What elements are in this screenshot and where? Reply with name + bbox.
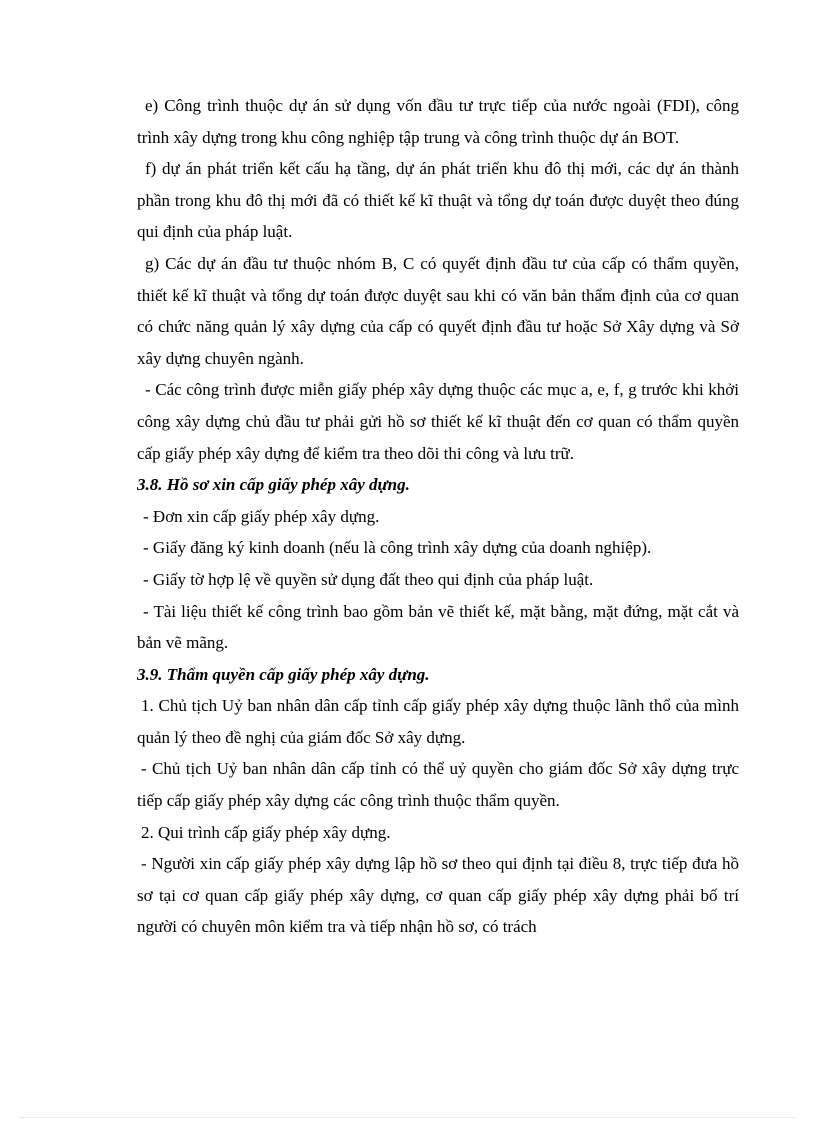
document-page [137, 90, 739, 943]
paragraph-procedure-heading: 2. Qui trình cấp giấy phép xây dựng. [141, 822, 391, 842]
paragraph-item-f: f) dự án phát triển kết cấu hạ tầng, dự án phát triển khu đô thị mới, các dự án thành phần trong khu đô thị mới đã có thiết kế kĩ thuật và tổng dự toán được duyệt theo đúng qui định của pháp luật. [137, 159, 739, 242]
paragraph-exemption-note: - Các công trình được miễn giấy phép xây dựng thuộc các mục a, e, f, g trước khi khởi công xây dựng chủ đầu tư phải gửi hồ sơ thiết kế kĩ thuật đến cơ quan có thẩm quyền cấp giấy phép xây dựng để kiểm tra theo dõi thi công và lưu trữ. [137, 380, 739, 463]
list-item-land-use-rights: - Giấy tờ hợp lệ về quyền sử dụng đất theo qui định của pháp luật. [143, 569, 594, 589]
list-item-application-form: - Đơn xin cấp giấy phép xây dựng. [143, 506, 380, 526]
list-item-design-documents: - Tài liệu thiết kế công trình bao gồm bản vẽ thiết kế, mặt bằng, mặt đứng, mặt cắt và bản vẽ mãng. [137, 601, 739, 653]
list-item-business-registration: - Giấy đăng ký kinh doanh (nếu là công trình xây dựng của doanh nghiệp). [143, 538, 652, 558]
section-heading-3-8: 3.8. Hồ sơ xin cấp giấy phép xây dựng. [137, 475, 410, 495]
paragraph-item-g: g) Các dự án đầu tư thuộc nhóm B, C có quyết định đầu tư của cấp có thẩm quyền, thiết kế kĩ thuật và tổng dự toán được duyệt sau khi có văn bản thẩm định của cơ quan có chức năng quản lý xây dựng của cấp có quyết định đầu tư hoặc Sở Xây dựng và Sở xây dựng chuyên ngành. [137, 253, 739, 368]
paragraph-item-e: e) Công trình thuộc dự án sử dụng vốn đầu tư trực tiếp của nước ngoài (FDI), công trình xây dựng trong khu công nghiệp tập trung và công trình thuộc dự án BOT. [137, 96, 739, 147]
page-bottom-divider [20, 1117, 796, 1118]
section-heading-3-9: 3.9. Thẩm quyền cấp giấy phép xây dựng. [137, 664, 430, 684]
paragraph-authority-delegation: - Chủ tịch Uỷ ban nhân dân cấp tỉnh có thể uỷ quyền cho giám đốc Sở xây dựng trực tiếp cấp giấy phép xây dựng các công trình thuộc thẩm quyền. [137, 759, 739, 811]
paragraph-procedure-detail: - Người xin cấp giấy phép xây dựng lập hồ sơ theo qui định tại điều 8, trực tiếp đưa hồ sơ tại cơ quan cấp giấy phép xây dựng, cơ quan cấp giấy phép xây dựng phải bố trí người có chuyên môn kiểm tra và tiếp nhận hồ sơ, có trách [137, 854, 739, 937]
paragraph-authority-1: 1. Chủ tịch Uỷ ban nhân dân cấp tỉnh cấp giấy phép xây dựng thuộc lãnh thổ của mình quản lý theo đề nghị của giám đốc Sở xây dựng. [137, 696, 739, 747]
